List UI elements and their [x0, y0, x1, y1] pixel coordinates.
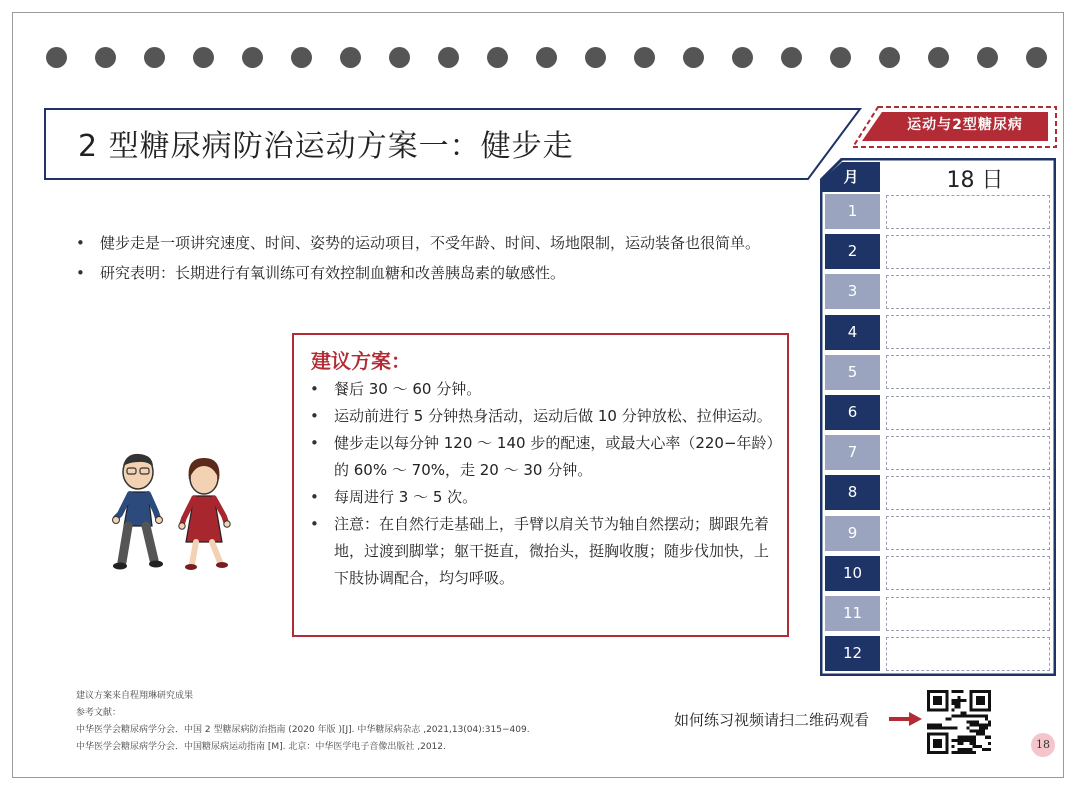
calendar-month-label: 9 [825, 516, 880, 551]
calendar-entry-cell[interactable] [886, 195, 1050, 229]
reference-line: 参考文献： [76, 708, 122, 718]
calendar-entry-cell[interactable] [886, 355, 1050, 389]
calendar-month-label: 7 [825, 435, 880, 470]
binder-hole [830, 47, 851, 68]
calendar-month-header: 月 [843, 168, 859, 186]
calendar-month-label: 2 [825, 234, 880, 269]
calendar-entry-cell[interactable] [886, 476, 1050, 510]
reference-line: 中华医学会糖尿病学分会．中国 2 型糖尿病防治指南 (2020 年版 )[J]. 中华糖尿病杂志 ,2021,13(04):315−409. [76, 725, 530, 735]
calendar-month-label: 11 [825, 596, 880, 631]
plan-item: • 健步走以每分钟 120 ～ 140 步的配速，或最大心率（220−年龄）的 60% ～ 70%，走 20 ～ 30 分钟。 [310, 430, 778, 484]
man-figure [113, 454, 164, 570]
binder-hole [46, 47, 67, 68]
calendar-entry-cell[interactable] [886, 275, 1050, 309]
qr-code-icon[interactable] [926, 690, 992, 754]
binder-hole [977, 47, 998, 68]
calendar-month-label: 3 [825, 274, 880, 309]
calendar-month-label: 8 [825, 475, 880, 510]
intro-item: • 健步走是一项讲究速度、时间、姿势的运动项目，不受年龄、时间、场地限制，运动装备也很简单。 [76, 228, 760, 258]
plan-item: • 餐后 30 ～ 60 分钟。 [310, 376, 778, 403]
binder-hole [536, 47, 557, 68]
binder-hole [389, 47, 410, 68]
page-number: 18 [1031, 733, 1055, 757]
binder-holes [46, 47, 1056, 69]
binder-hole [634, 47, 655, 68]
binder-hole [291, 47, 312, 68]
binder-hole [95, 47, 116, 68]
binder-hole [242, 47, 263, 68]
topic-tag: 运动与2型糖尿病 [907, 117, 1023, 133]
calendar-month-label: 10 [825, 556, 880, 591]
binder-hole [585, 47, 606, 68]
plan-item: • 运动前进行 5 分钟热身活动，运动后做 10 分钟放松、拉伸运动。 [310, 403, 778, 430]
references [76, 688, 530, 756]
woman-figure [179, 458, 230, 570]
plan-item: • 每周进行 3 ～ 5 次。 [310, 484, 778, 511]
calendar-month-label: 12 [825, 636, 880, 671]
binder-hole [487, 47, 508, 68]
binder-hole [144, 47, 165, 68]
binder-hole [193, 47, 214, 68]
binder-hole [1026, 47, 1047, 68]
binder-hole [683, 47, 704, 68]
binder-hole [781, 47, 802, 68]
binder-hole [928, 47, 949, 68]
intro-list [76, 228, 760, 288]
calendar-month-label: 4 [825, 315, 880, 350]
calendar-entry-cell[interactable] [886, 556, 1050, 590]
arrow-right-icon [889, 711, 923, 727]
calendar-month-label: 1 [825, 194, 880, 229]
page-title: 2 型糖尿病防治运动方案一：健步走 [78, 129, 574, 164]
plan-list [310, 376, 778, 592]
reference-line: 建议方案来自程翔琳研究成果 [76, 691, 194, 701]
calendar-entry-cell[interactable] [886, 436, 1050, 470]
calendar-entry-cell[interactable] [886, 396, 1050, 430]
binder-hole [732, 47, 753, 68]
calendar-entry-cell[interactable] [886, 597, 1050, 631]
reference-line: 中华医学会糖尿病学分会．中国糖尿病运动指南 [M]. 北京：中华医学电子音像出版社 ,2012. [76, 742, 446, 752]
binder-hole [340, 47, 361, 68]
binder-hole [438, 47, 459, 68]
calendar-entry-cell[interactable] [886, 637, 1050, 671]
plan-title: 建议方案： [311, 349, 411, 373]
calendar-entry-cell[interactable] [886, 235, 1050, 269]
calendar-date: 18 日 [946, 168, 1004, 193]
intro-item: • 研究表明：长期进行有氧训练可有效控制血糖和改善胰岛素的敏感性。 [76, 258, 760, 288]
calendar-entry-cell[interactable] [886, 315, 1050, 349]
plan-item: • 注意：在自然行走基础上，手臂以肩关节为轴自然摆动；脚跟先着地，过渡到脚掌；躯干挺直，微抬头，挺胸收腹；随步伐加快，上下肢协调配合，均匀呼吸。 [310, 511, 778, 592]
calendar-month-label: 6 [825, 395, 880, 430]
calendar-month-label: 5 [825, 355, 880, 390]
walking-couple-illustration [108, 452, 238, 576]
calendar-entry-cell[interactable] [886, 516, 1050, 550]
qr-caption: 如何练习视频请扫二维码观看 [674, 711, 870, 729]
binder-hole [879, 47, 900, 68]
